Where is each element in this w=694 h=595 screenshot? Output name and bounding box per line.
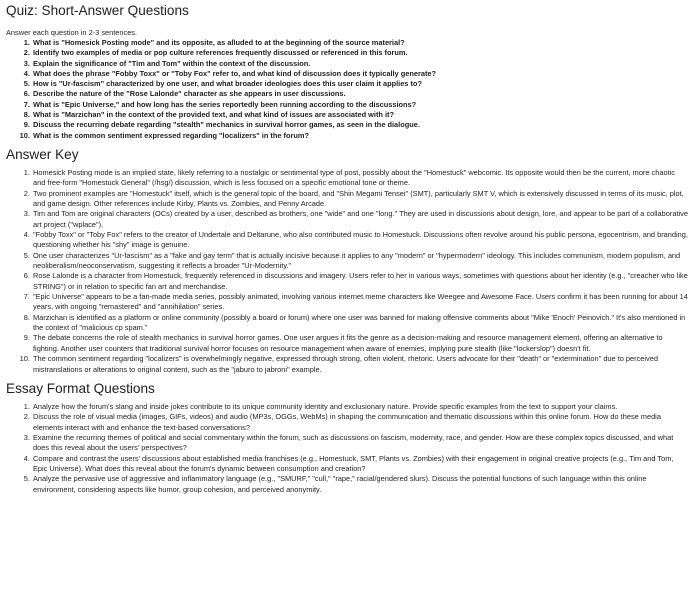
quiz-question: 10. What is the common sentiment expressed regarding "localizers" in the forum? [32,131,688,141]
quiz-question: 2. Identify two examples of media or pop culture references frequently discussed or referenced in this forum. [32,48,688,58]
quiz-instruction: Answer each question in 2-3 sentences. [6,28,138,37]
essay-question: 2. Discuss the role of visual media (images, GIFs, videos) and audio (MP3s, OGGs, WebMs) in shaping the communication and thematic discussions within this online forum. How do these media elements interact with and enhance the text-based conversations? [32,412,688,433]
quiz-question: 9. Discuss the recurring debate regarding "stealth" mechanics in survival horror games, as seen in the dialogue. [32,120,688,130]
quiz-question-list [6,38,688,141]
essay-question: 3. Examine the recurring themes of political and social commentary within the forum, such as discussions on fascism, modernity, race, and gender. How are these complex topics discussed, and what does this reveal about the users' perspectives? [32,433,688,454]
answer-item: 8. Marzichan is identified as a platform or online community (possibly a board or forum) where one user was banned for making offensive comments about "Mike 'Enoch' Peinovich." It's also mentioned in the context of "malicious cp spam." [32,313,688,334]
answer-item: 10. The common sentiment regarding "localizers" is overwhelmingly negative, expressed through strong, often violent, rhetoric. Users advocate for their "death" or "extermination" due to perceived mistranslations or alterations to original content, such as the "jaburo to jabroni" example. [32,354,688,375]
quiz-question: 7. What is "Epic Universe," and how long has the series reportedly been running according to the discussions? [32,100,688,110]
quiz-question: 5. How is "Ur-fascism" characterized by one user, and what broader ideologies does this user claim it applies to? [32,79,688,89]
quiz-question: 6. Describe the nature of the "Rose Lalonde" character as she appears in user discussions. [32,89,688,99]
answer-item: 5. One user characterizes "Ur-fascism" as a "fake and gay term" that is actually incisive because it applies to any "modern" or "hypermodern" ideology. This includes communism, modern populism, and neoliberalism/neoconservatism, suggesting it reflects a broader "Ur-Modernity." [32,251,688,272]
answer-item: 6. Rose Lalonde is a character from Homestuck, frequently referenced in discussions and imagery. Users refer to her in various ways, sometimes with questions about her identity (e.g., "creacher who like STRING") or in relation to specific fan art and merchandise. [32,271,688,292]
answer-list [6,168,688,375]
essay-question-list [6,402,688,495]
quiz-question: 1. What is "Homesick Posting mode" and its opposite, as alluded to at the beginning of the source material? [32,38,688,48]
quiz-question: 4. What does the phrase "Fobby Toxx" or "Toby Fox" refer to, and what kind of discussion does it typically generate? [32,69,688,79]
essay-heading: Essay Format Questions [6,380,155,396]
answer-item: 3. Tim and Tom are original characters (OCs) created by a user, described as brothers, one "wide" and one "long." They are used in discussions about design, lore, and appear to be part of a collaborative art project ("wplace"). [32,209,688,230]
essay-question: 1. Analyze how the forum's slang and inside jokes contribute to its unique community identity and exclusionary nature. Provide specific examples from the text to support your claims. [32,402,688,412]
answer-item: 7. "Epic Universe" appears to be a fan-made media series, possibly animated, involving various internet meme characters like Weegee and Awesome Face. Users confirm it has been running for about 14 years, with ongoing "remastered" and "annihilation" series. [32,292,688,313]
answer-key-heading: Answer Key [6,146,79,162]
quiz-question: 8. What is "Marzichan" in the context of the provided text, and what kind of issues are associated with it? [32,110,688,120]
essay-question: 5. Analyze the pervasive use of aggressive and inflammatory language (e.g., "SMURF," "cull," "rape," racial/gendered slurs). Discuss the potential functions of such language within this online environment, considering aspects like humor, group cohesion, and perceived anonymity. [32,474,688,495]
quiz-heading: Quiz: Short-Answer Questions [6,3,189,18]
answer-item: 2. Two prominent examples are "Homestuck" itself, which is the general topic of the board, and "Shin Megami Tensei" (SMT), particularly SMT V, which is extensively discussed in terms of its music, plot, and game design. Other references include Kirby, Plants vs. Zombies, and Penny Arcade. [32,189,688,210]
answer-item: 9. The debate concerns the role of stealth mechanics in survival horror games. One user argues it fits the genre as a decision-making and resource management element, offering an alternative to fighting. Another user counters that traditional survival horror focuses on resource management when aware of enemies, implying pure stealth (like "lockerslop") doesn't fit. [32,333,688,354]
answer-item: 1. Homesick Posting mode is an implied state, likely referring to a nostalgic or sentimental type of post, possibly about the "Homestuck" webcomic. Its opposite would then be the current, more chaotic and free-form "Homestuck General" (/hsg/) discussion, which is less focused on a specific emotional tone or theme. [32,168,688,189]
quiz-question: 3. Explain the significance of "Tim and Tom" within the context of the discussion. [32,59,688,69]
answer-item: 4. "Fobby Toxx" or "Toby Fox" refers to the creator of Undertale and Deltarune, who also contributed music to Homestuck. Discussions often revolve around his public persona, egocentrism, and branding, questioning whether his "shy" image is genuine. [32,230,688,251]
essay-question: 4. Compare and contrast the users' discussions about established media franchises (e.g., Homestuck, SMT, Plants vs. Zombies) with their engagement in original creative projects (e.g., Tim and Tom, Epic Universe). What does this reveal about the forum's dynamic between consumption and creation? [32,454,688,475]
